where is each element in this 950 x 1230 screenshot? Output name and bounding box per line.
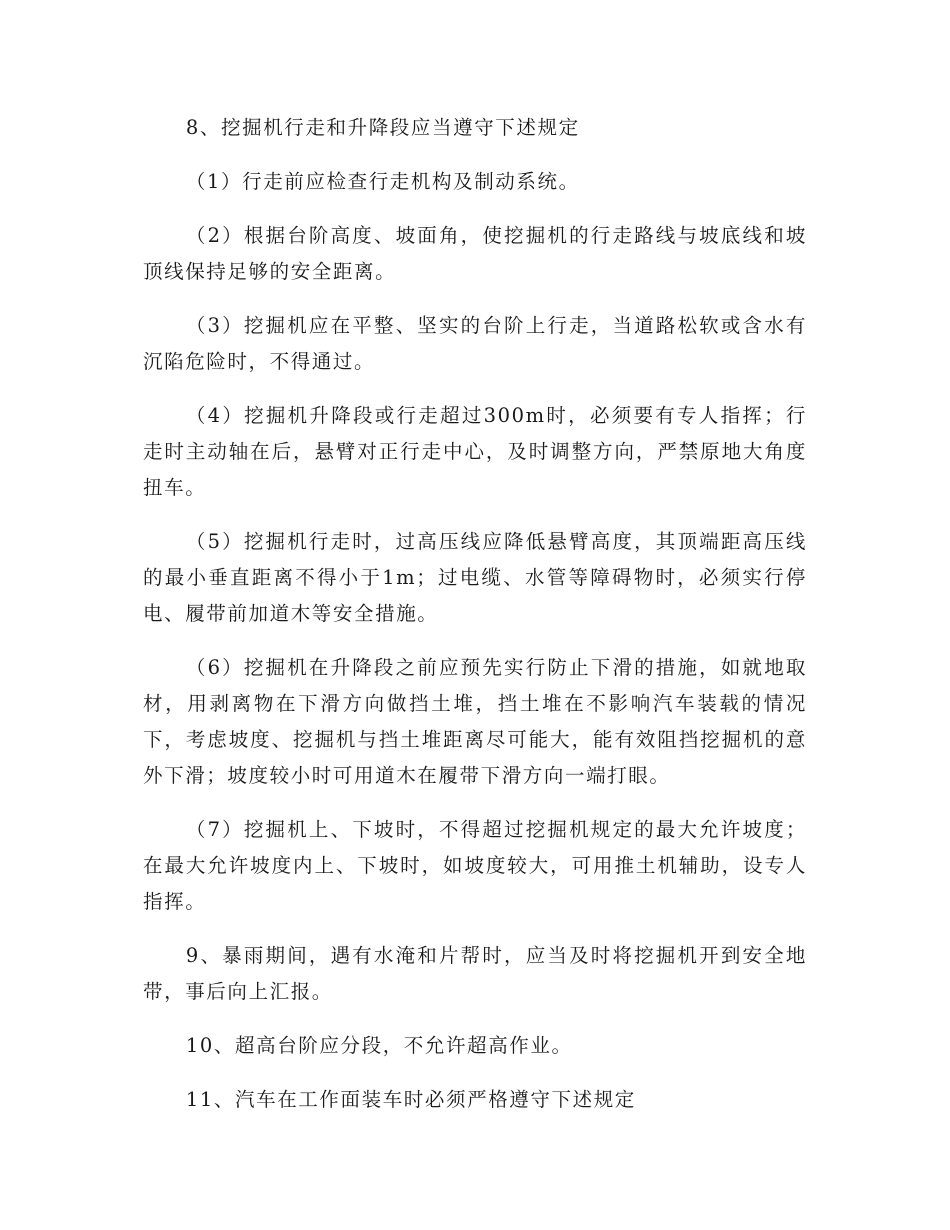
section-paragraph-10: 10、超高台阶应分段，不允许超高作业。 (185, 1034, 573, 1057)
rule-item-1: （1）行走前应检查行走机构及制动系统。 (185, 170, 580, 193)
section-heading-8: 8、挖掘机行走和升降段应当遵守下述规定 (185, 116, 580, 139)
section-paragraph-9: 9、暴雨期间，遇有水淹和片帮时，应当及时将挖掘机开到安全地带，事后向上汇报。 (143, 944, 807, 1003)
rule-item-5: （5）挖掘机行走时，过高压线应降低悬臂高度，其顶端距高压线的最小垂直距离不得小于1m；过电缆、水管等障碍物时，必须实行停电、履带前加道木等安全措施。 (143, 530, 807, 625)
rule-item-3: （3）挖掘机应在平整、坚实的台阶上行走，当道路松软或含水有沉陷危险时，不得通过。 (143, 314, 807, 373)
section-heading-11: 11、汽车在工作面装车时必须严格遵守下述规定 (185, 1088, 636, 1111)
rule-item-7: （7）挖掘机上、下坡时，不得超过挖掘机规定的最大允许坡度；在最大允许坡度内上、下坡时，如坡度较大，可用推土机辅助，设专人指挥。 (143, 818, 807, 913)
rule-item-6: （6）挖掘机在升降段之前应预先实行防止下滑的措施，如就地取材，用剥离物在下滑方向做挡土堆，挡土堆在不影响汽车装载的情况下，考虑坡度、挖掘机与挡土堆距离尽可能大，能有效阻挡挖掘机的意外下滑；坡度较小时可用道木在履带下滑方向一端打眼。 (143, 656, 807, 787)
document-body (143, 110, 807, 1136)
rule-item-4: （4）挖掘机升降段或行走超过300m时，必须要有专人指挥；行走时主动轴在后，悬臂对正行走中心，及时调整方向，严禁原地大角度扭车。 (143, 404, 807, 499)
rule-item-2: （2）根据台阶高度、坡面角，使挖掘机的行走路线与坡底线和坡顶线保持足够的安全距离。 (143, 224, 807, 283)
